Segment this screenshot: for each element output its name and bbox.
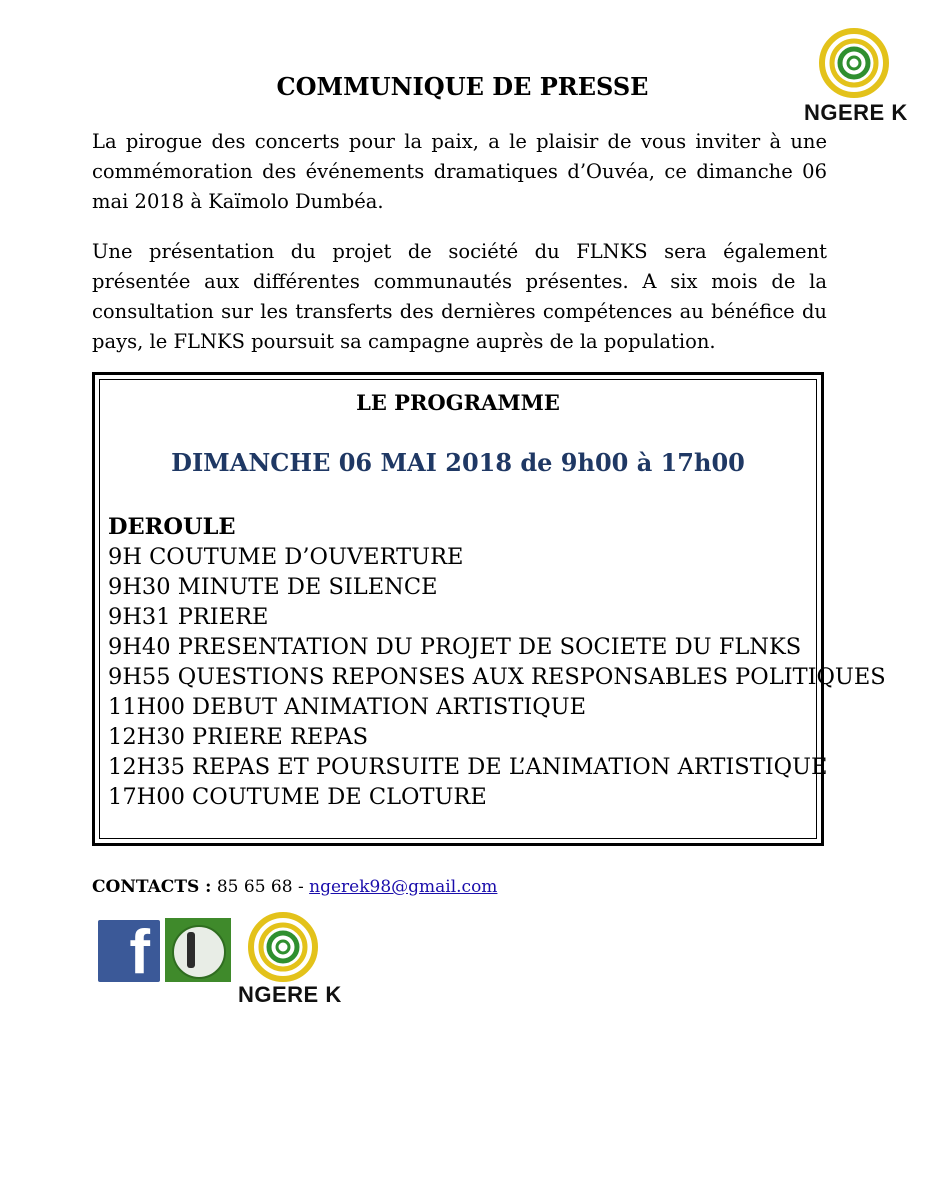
list-item: 9H40 PRESENTATION DU PROJET DE SOCIETE DU FLNKS <box>108 634 802 660</box>
page-title: COMMUNIQUE DE PRESSE <box>276 72 649 101</box>
list-item: 9H55 QUESTIONS REPONSES AUX RESPONSABLES POLITIQUES <box>108 664 886 690</box>
list-item: 11H00 DEBUT ANIMATION ARTISTIQUE <box>108 694 587 720</box>
presentation-paragraph: Une présentation du projet de société du FLNKS sera également présentée aux différentes communautés présentes. A six mois de la consultation sur les transferts des dernières compétences au bénéfice du pays, le FLNKS poursuit sa campagne auprès de la population. <box>92 240 827 353</box>
list-item: 17H00 COUTUME DE CLOTURE <box>108 784 487 810</box>
intro-paragraph: La pirogue des concerts pour la paix, a le plaisir de vous inviter à une commémoration des événements dramatiques d’Ouvéa, ce dimanche 06 mai 2018 à Kaïmolo Dumbéa. <box>92 130 827 213</box>
programme-list <box>108 512 886 812</box>
contacts-label: CONTACTS : <box>92 877 212 897</box>
programme-title: LE PROGRAMME <box>356 390 560 415</box>
list-item: 9H30 MINUTE DE SILENCE <box>108 574 438 600</box>
list-item: 12H35 REPAS ET POURSUITE DE L’ANIMATION ARTISTIQUE <box>108 754 828 780</box>
programme-heading: DEROULE <box>108 514 236 540</box>
badge-figure <box>187 932 195 968</box>
list-item: 12H30 PRIERE REPAS <box>108 724 369 750</box>
programme-box <box>92 372 886 846</box>
logo-text: NGERE K <box>804 100 908 125</box>
list-item: 9H31 PRIERE <box>108 604 269 630</box>
programme-inner-frame <box>99 379 886 839</box>
facebook-icon[interactable] <box>98 918 160 987</box>
badge-ring <box>172 925 226 979</box>
contacts-line <box>92 877 497 897</box>
programme-date: DIMANCHE 06 MAI 2018 de 9h00 à 17h00 <box>171 448 745 477</box>
contacts-email-link[interactable]: ngerek98@gmail.com <box>309 877 498 897</box>
logo-text-bottom: NGERE K <box>238 982 342 1007</box>
concert-pour-la-paix-badge-icon <box>165 918 231 982</box>
ngere-k-rings-icon <box>243 912 323 982</box>
facebook-glyph: f <box>129 918 150 987</box>
contacts-phone: 85 65 68 - <box>216 877 304 897</box>
list-item: 9H COUTUME D’OUVERTURE <box>108 544 464 570</box>
ngere-k-logo-bottom <box>238 912 342 1008</box>
